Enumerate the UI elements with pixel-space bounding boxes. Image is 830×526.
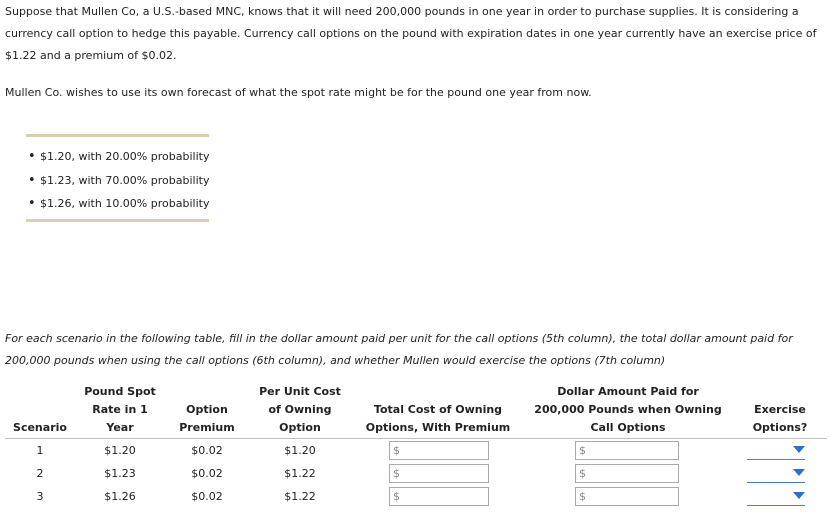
dollar-amount-input[interactable]: [575, 487, 679, 506]
bullet-icon: •: [28, 196, 36, 211]
per-unit-cost-cell: $1.20: [284, 444, 316, 457]
exercise-options-select[interactable]: [747, 486, 805, 506]
header-per-unit-cost: Per Unit Cost of Owning Option: [259, 385, 341, 434]
dollar-prefix: $: [579, 490, 586, 503]
scenario-cell: 1: [36, 444, 44, 457]
bullet-icon: •: [28, 149, 36, 164]
header-option-premium: Option Premium: [179, 403, 235, 434]
dollar-prefix: $: [393, 444, 400, 457]
spot-rate-cell: $1.23: [104, 467, 136, 480]
exercise-options-select[interactable]: [747, 463, 805, 483]
forecast-item-1: $1.20, with 20.00% probability: [40, 150, 210, 163]
per-unit-cost-cell: $1.22: [284, 490, 316, 503]
header-scenario: Scenario: [13, 421, 67, 434]
chevron-down-icon[interactable]: [793, 446, 805, 453]
header-pound-spot: Pound Spot Rate in 1 Year: [84, 385, 156, 434]
scenario-cell: 2: [36, 467, 44, 480]
premium-cell: $0.02: [191, 444, 223, 457]
forecast-bottom-divider: [26, 219, 209, 222]
forecast-intro: Mullen Co. wishes to use its own forecast of what the spot rate might be for the pound one year from now.: [5, 86, 592, 99]
table-instructions: For each scenario in the following table, fill in the dollar amount paid per unit for the call options (5th column), the total dollar amount paid for 200,000 pounds when using the call options (6th column), and whether Mullen would exercise the options (7th column): [5, 332, 793, 367]
total-cost-input[interactable]: [389, 487, 489, 506]
dollar-amount-input[interactable]: [575, 464, 679, 483]
spot-rate-cell: $1.20: [104, 444, 136, 457]
list-item: [26, 192, 209, 216]
total-cost-input[interactable]: [389, 441, 489, 460]
total-cost-input[interactable]: [389, 464, 489, 483]
header-dollar-amount: Dollar Amount Paid for 200,000 Pounds when Owning Call Options: [534, 385, 722, 434]
header-exercise-options: Exercise Options?: [752, 403, 808, 434]
list-item: [26, 145, 209, 169]
spot-rate-cell: $1.26: [104, 490, 136, 503]
table-header-divider: [5, 438, 827, 439]
scenario-cell: 3: [36, 490, 44, 503]
forecast-top-divider: [26, 134, 209, 137]
dollar-prefix: $: [579, 444, 586, 457]
per-unit-cost-cell: $1.22: [284, 467, 316, 480]
dollar-prefix: $: [579, 467, 586, 480]
forecast-item-3: $1.26, with 10.00% probability: [40, 197, 210, 210]
bullet-icon: •: [28, 172, 36, 188]
problem-description: Suppose that Mullen Co, a U.S.-based MNC, knows that it will need 200,000 pounds in one year in order to purchase supplies. It is considering a currency call option to hedge this payable. Currency call options on the pound with expiration dates in one year currently have an exercise price of $1.22 and a premium of $0.02.: [5, 5, 817, 62]
dollar-amount-input[interactable]: [575, 441, 679, 460]
premium-cell: $0.02: [191, 467, 223, 480]
premium-cell: $0.02: [191, 490, 223, 503]
header-total-cost: Total Cost of Owning Options, With Premium: [365, 403, 511, 434]
dollar-prefix: $: [393, 467, 400, 480]
exercise-options-select[interactable]: [747, 440, 805, 460]
forecast-list: [26, 145, 209, 216]
list-item: [26, 169, 209, 193]
chevron-down-icon[interactable]: [793, 492, 805, 499]
forecast-item-2: $1.23, with 70.00% probability: [40, 173, 210, 187]
dollar-prefix: $: [393, 490, 400, 503]
chevron-down-icon[interactable]: [793, 469, 805, 476]
